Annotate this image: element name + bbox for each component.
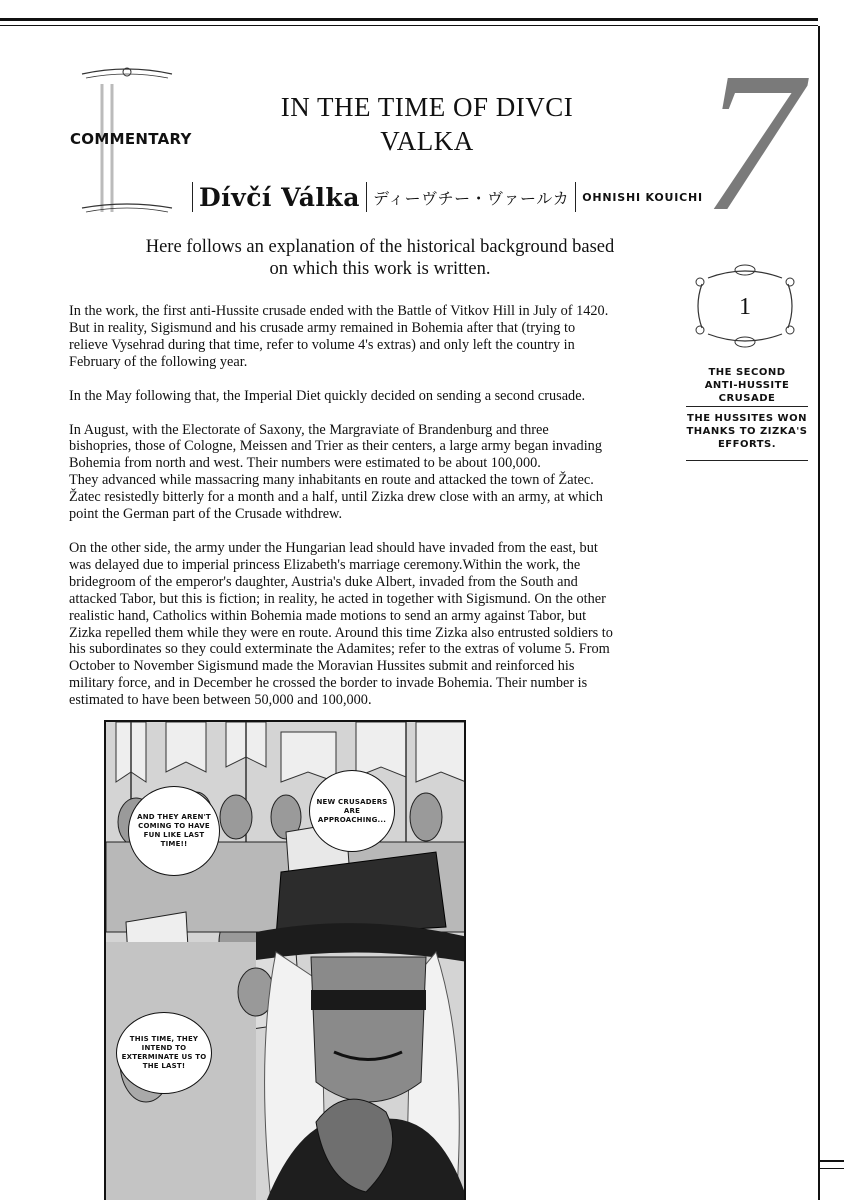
credit-divider (192, 182, 193, 212)
right-border (818, 26, 820, 1200)
text-line: Bohemia from north and west. Their numbers were estimated to be about 100,000. (69, 455, 541, 472)
bubble-line: COMING TO HAVE (138, 822, 210, 830)
bubble-line: EXTERMINATE US TO (121, 1053, 207, 1061)
text-line: Žatec resistedly bitterly for a month and a half, until Zizka drew close with an army, at which (69, 489, 603, 506)
bubble-line: APPROACHING... (317, 815, 387, 824)
text-line: bishopries, those of Cologne, Meissen and Trier as their centers, a large army began invading (69, 438, 602, 455)
text-line: attacked Tabor, but this is fiction; in reality, he acted in together with Sigismund. On the other (69, 590, 606, 607)
text-line: October to November Sigismund made the Moravian Hussites submit and reinforced his (69, 658, 575, 675)
credit-divider (366, 182, 367, 212)
sidebar-heading-line: THE SECOND (708, 367, 786, 378)
speech-bubble-left (128, 786, 220, 876)
section-label: COMMENTARY (70, 130, 192, 148)
text-line: was delayed due to imperial princess Elizabeth's marriage ceremony.Within the work, the (69, 556, 581, 573)
text-line: his subordinates so they could exterminate the Adamites; refer to the extras of volume 5. From (69, 641, 610, 658)
text-line: In August, with the Electorate of Saxony, the Margraviate of Brandenburg and three (69, 421, 549, 438)
text-line: estimated to have been between 50,000 and 100,000. (69, 692, 372, 709)
credit-divider (575, 182, 576, 212)
text-line: They advanced while massacring many inhabitants en route and attacked the town of Žatec. (69, 472, 594, 489)
right-border-tick (818, 1160, 844, 1162)
sidebar-heading-line: ANTI-HUSSITE (704, 380, 790, 391)
bubble-line: FUN LIKE LAST TIME!! (143, 831, 205, 848)
text-line: realistic hand, Catholics within Bohemia made motions to send an army against Tabor, but (69, 607, 587, 624)
paragraph-1 (69, 303, 647, 371)
bubble-line: THIS TIME, THEY (129, 1035, 199, 1043)
chapter-number: 7 (702, 32, 802, 253)
text-line: military force, and in December he crossed the border to invade Bohemia. Their number is (69, 675, 588, 692)
bubble-line: ARE (343, 806, 361, 815)
text-line: point the German part of the Crusade withdrew. (69, 506, 343, 523)
paragraph-3 (69, 422, 647, 523)
top-border-thin (0, 25, 818, 26)
text-line: On the other side, the army under the Hungarian lead should have invaded from the east, but (69, 539, 598, 556)
title-line-1: IN THE TIME OF DIVCI (280, 92, 574, 122)
text-line: February of the following year. (69, 353, 248, 370)
speech-bubble-bottom (116, 1012, 212, 1094)
bubble-line: NEW CRUSADERS (316, 797, 388, 806)
sidebar-divider (686, 460, 808, 461)
title-line-2: VALKA (380, 126, 474, 156)
speech-bubble-top (309, 770, 395, 852)
paragraph-2 (69, 388, 647, 405)
sidebar-item-number: 1 (739, 294, 751, 320)
intro-line-2: on which this work is written. (269, 259, 491, 279)
bubble-line: AND THEY AREN'T (137, 813, 211, 821)
sidebar-divider (686, 406, 808, 407)
text-line: In the May following that, the Imperial Diet quickly decided on sending a second crusade. (69, 387, 586, 404)
sidebar-heading (686, 366, 808, 405)
sidebar-summary-line: EFFORTS. (717, 439, 777, 450)
intro-line-1: Here follows an explanation of the historical background based (145, 237, 615, 257)
text-line: But in reality, Sigismund and his crusade army remained in Bohemia after that (trying to (69, 319, 576, 336)
author-name: OHNISHI KOUICHI (582, 190, 703, 204)
bubble-line: THE LAST! (142, 1062, 186, 1070)
text-line: bridegroom of the emperor's daughter, Austria's duke Albert, invaded from the South and (69, 573, 578, 590)
credits-row (186, 180, 703, 214)
bubble-line: INTEND TO (141, 1044, 187, 1052)
manga-panel (104, 720, 466, 1200)
text-line: Zizka repelled them while they were en route. Around this time Zizka also entrusted soldiers to (69, 624, 613, 641)
page-title (262, 90, 592, 158)
title-logo: Dívčí Válka (199, 182, 360, 212)
right-border-tick-thin (818, 1168, 844, 1169)
text-line: relieve Vysehrad during that time, refer to volume 4's extras) and only left the country in (69, 336, 575, 353)
japanese-title: ディーヴチー・ヴァールカ (372, 188, 570, 208)
sidebar-summary-line: THE HUSSITES WON (687, 413, 807, 424)
intro-text (118, 236, 642, 280)
sidebar-summary (686, 412, 808, 451)
sidebar-summary-line: THANKS TO ZIZKA'S (686, 426, 808, 437)
sidebar-heading-line: CRUSADE (718, 393, 776, 404)
commentary-body (69, 303, 647, 726)
paragraph-4 (69, 540, 647, 709)
text-line: In the work, the first anti-Hussite crusade ended with the Battle of Vitkov Hill in July of 1420. (69, 303, 609, 319)
top-border-thick (0, 18, 818, 21)
